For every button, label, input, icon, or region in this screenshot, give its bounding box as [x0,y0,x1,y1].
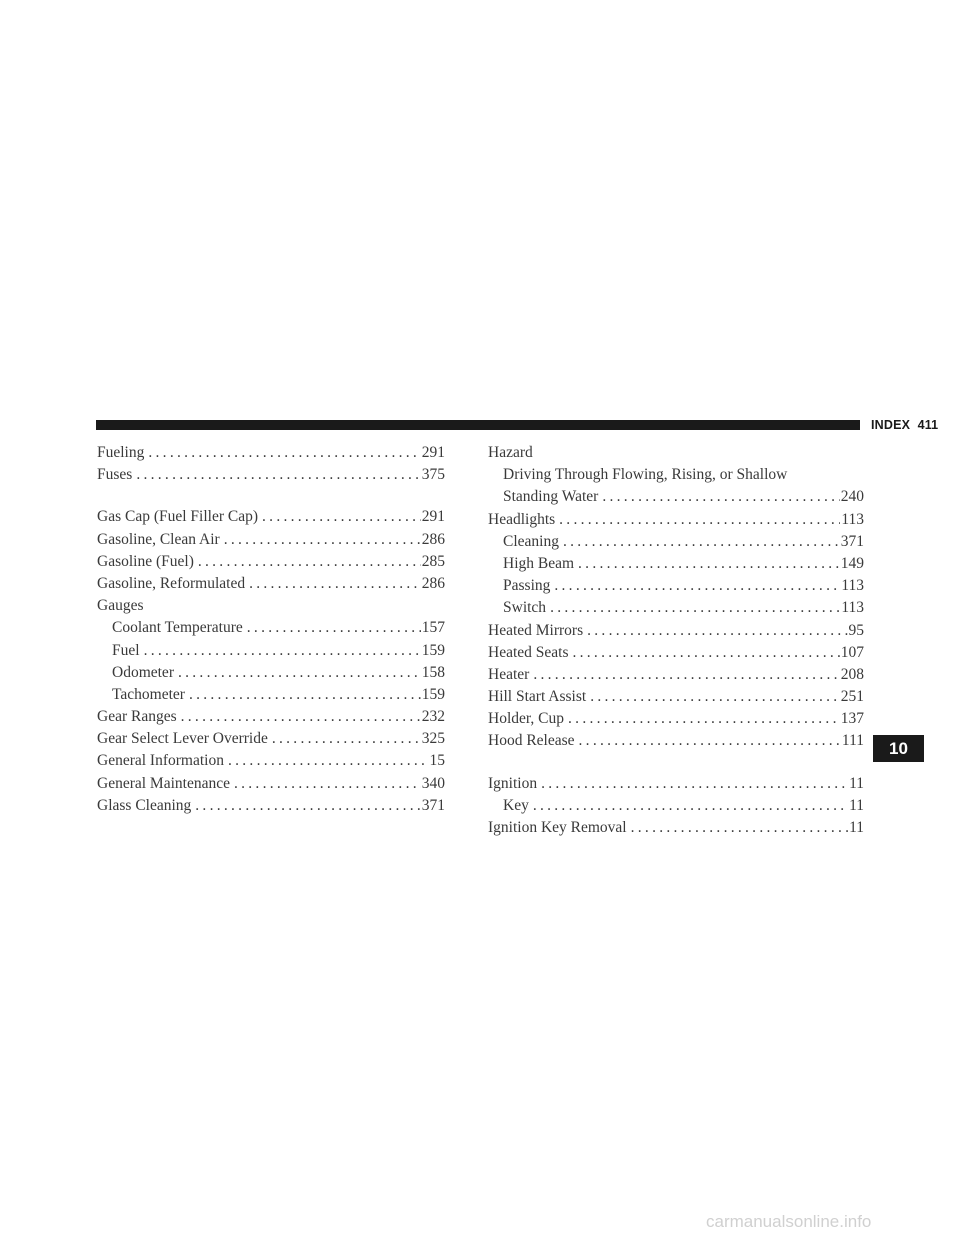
index-entry-hill-start-assist [488,686,864,708]
entry-label: Ignition Key Removal [488,819,627,836]
index-heading-gauges: Gauges [97,597,144,615]
dot-leader [546,597,840,619]
entry-label: Gasoline, Reformulated [97,574,246,592]
dot-leader [574,553,840,575]
dot-leader [537,773,848,795]
dot-leader [191,795,420,817]
entry-page-number: 11 [849,819,864,836]
entry-page-number: 285 [421,552,445,570]
dot-leader [258,506,421,528]
running-header [871,418,938,432]
entry-page-number: 11 [849,774,864,792]
dot-leader [586,686,840,708]
entry-label: Heater [488,665,530,683]
dot-leader [529,795,848,817]
entry-label: Hill Start Assist [488,688,587,706]
dot-leader [550,575,840,597]
index-entry-fuses [97,464,445,486]
entry-label: General Maintenance [97,774,230,792]
dot-leader [555,509,840,531]
dot-leader [564,708,840,730]
entry-page-number: 158 [421,663,445,681]
index-entry-gasoline-clean-air [97,529,445,551]
entry-label: Fueling [97,444,145,461]
entry-page-number: 325 [421,730,445,748]
index-column-left [97,442,445,817]
index-entry-general-maintenance [97,773,445,795]
entry-page-number: 291 [421,508,445,526]
entry-page-number: 113 [841,577,864,595]
dot-leader [559,531,840,553]
dot-leader [140,640,421,662]
entry-label: Ignition [488,774,538,792]
index-entry-key [488,795,864,817]
index-entry-ignition-key-removal [488,817,864,839]
entry-page-number: 251 [840,688,864,706]
dot-leader [177,706,421,728]
dot-leader [243,617,421,639]
dot-leader [230,773,421,795]
index-entry-tachometer [97,684,445,706]
index-entry-ignition [488,773,864,795]
entry-page-number: 375 [421,466,445,484]
entry-label: Gasoline, Clean Air [97,530,220,548]
index-entry-coolant-temperature [97,617,445,639]
index-entry-heated-seats [488,642,864,664]
index-entry-heater [488,664,864,686]
index-entry-high-beam [488,553,864,575]
index-entry-headlights [488,509,864,531]
dot-leader [627,817,848,839]
entry-label: Hood Release [488,732,575,750]
entry-page-number: 11 [849,796,864,814]
header-rule [96,420,860,430]
index-entry-gasoline-fuel [97,551,445,573]
entry-label: Gear Select Lever Override [97,730,268,748]
index-entry-passing [488,575,864,597]
entry-page-number: 113 [841,599,864,617]
entry-label: Odometer [112,663,174,681]
entry-label: Passing [503,577,551,595]
entry-page-number: 286 [421,574,445,592]
index-entry-gas-cap-fuel-filler-cap [97,506,445,528]
entry-label: Key [503,796,529,814]
entry-page-number: 15 [429,752,445,770]
entry-page-number: 208 [840,665,864,683]
dot-leader [598,486,839,508]
entry-page-number: 111 [841,732,864,750]
entry-label: Headlights [488,510,556,528]
index-entry-heated-mirrors [488,620,864,642]
index-entry-odometer [97,662,445,684]
entry-label: Holder, Cup [488,710,565,728]
index-entry-standing-water [488,486,864,508]
index-column-right [488,442,864,839]
index-heading-driving-through-flowing-rising-or-shallow: Driving Through Flowing, Rising, or Shallow [503,466,788,484]
dot-leader [220,529,421,551]
entry-label: Switch [503,599,547,617]
dot-leader [194,551,421,573]
entry-label: Heated Seats [488,643,569,661]
entry-label: General Information [97,752,224,770]
entry-page-number: 159 [421,641,445,659]
entry-page-number: 291 [421,444,445,461]
entry-page-number: 286 [421,530,445,548]
entry-page-number: 159 [421,685,445,703]
index-entry-fueling [97,442,445,464]
dot-leader [185,684,421,706]
entry-label: Coolant Temperature [112,619,243,637]
dot-leader [174,662,421,684]
index-entry-gasoline-reformulated [97,573,445,595]
entry-label: Gasoline (Fuel) [97,552,194,570]
entry-page-number: 113 [841,510,864,528]
dot-leader [568,642,839,664]
index-entry-holder-cup [488,708,864,730]
index-entry-glass-cleaning [97,795,445,817]
dot-leader [224,750,429,772]
entry-page-number: 157 [421,619,445,637]
dot-leader [575,730,841,752]
index-entry-fuel [97,640,445,662]
entry-page-number: 340 [421,774,445,792]
entry-page-number: 240 [840,488,864,506]
index-entry-gear-ranges [97,706,445,728]
dot-leader [529,664,839,686]
page-number: 411 [917,418,939,432]
dot-leader [583,620,847,642]
entry-label: Cleaning [503,532,559,550]
entry-label: Fuel [112,641,140,659]
dot-leader [245,573,421,595]
watermark: carmanualsonline.info [706,1212,872,1231]
entry-page-number: 371 [840,532,864,550]
dot-leader [268,728,421,750]
entry-page-number: 149 [840,554,864,572]
index-heading-hazard: Hazard [488,444,533,461]
index-gap [488,753,864,773]
entry-page-number: 95 [848,621,864,639]
entry-page-number: 232 [421,708,445,726]
index-entry-gear-select-lever-override [97,728,445,750]
entry-label: High Beam [503,554,575,572]
entry-label: Glass Cleaning [97,796,192,814]
index-entry-hood-release [488,730,864,752]
entry-page-number: 107 [840,643,864,661]
entry-label: Heated Mirrors [488,621,584,639]
index-entry-general-information [97,750,445,772]
entry-page-number: 137 [840,710,864,728]
dot-leader [144,442,420,464]
entry-label: Gear Ranges [97,708,177,726]
index-title: INDEX [871,418,911,432]
entry-label: Fuses [97,466,133,484]
entry-label: Tachometer [112,685,185,703]
dot-leader [132,464,420,486]
entry-page-number: 371 [421,796,445,814]
entry-label: Gas Cap (Fuel Filler Cap) [97,508,259,526]
chapter-tab: 10 [873,735,924,762]
index-entry-switch [488,597,864,619]
index-gap [97,486,445,506]
index-entry-cleaning [488,531,864,553]
entry-label: Standing Water [503,488,599,506]
